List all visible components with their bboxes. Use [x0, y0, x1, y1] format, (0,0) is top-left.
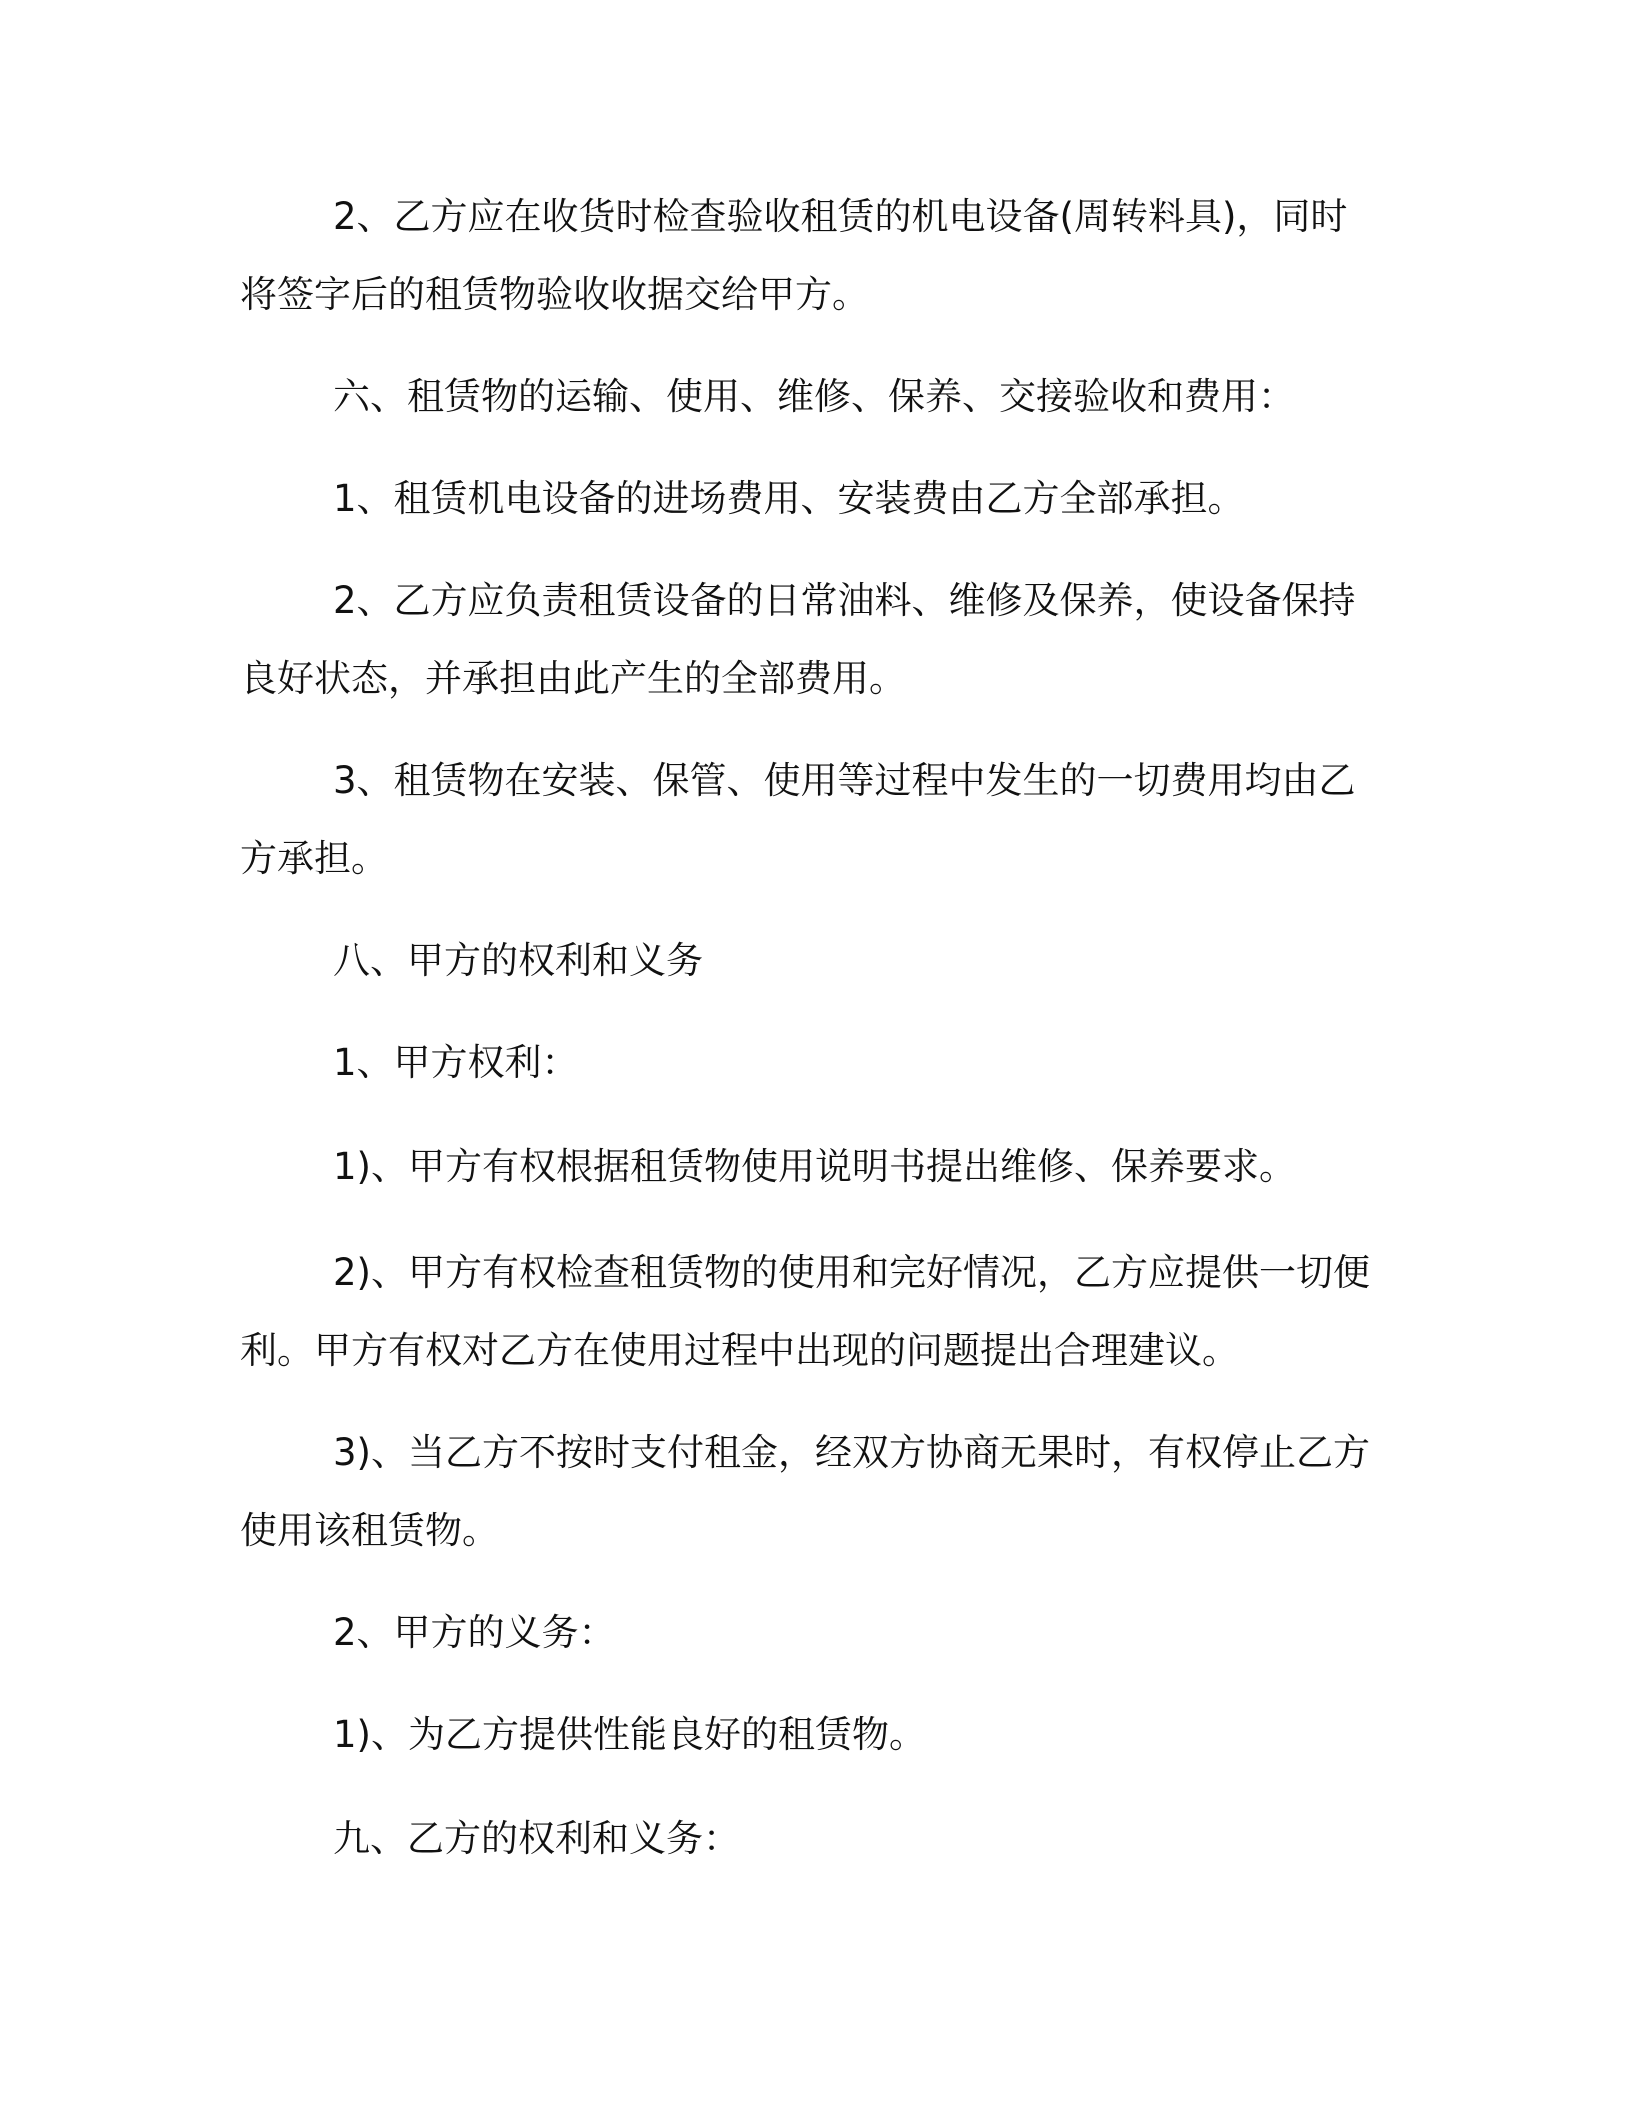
paragraph-right-2: 2)、甲方有权检查租赁物的使用和完好情况，乙方应提供一切便利。甲方有权对乙方在使用过程中出现的问题提出合理建议。 — [240, 1251, 1370, 1372]
section-heading-9: 九、乙方的权利和义务： — [333, 1817, 740, 1860]
paragraph-equipment-acceptance: 2、乙方应在收货时检查验收租赁的机电设备(周转料具)，同时将签字后的租赁物验收收据交给甲方。 — [240, 195, 1348, 316]
paragraph-costs: 3、租赁物在安装、保管、使用等过程中发生的一切费用均由乙方承担。 — [240, 759, 1356, 880]
paragraph-maintenance: 2、乙方应负责租赁设备的日常油料、维修及保养，使设备保持良好状态，并承担由此产生的全部费用。 — [240, 579, 1356, 700]
paragraph-entry-fees: 1、租赁机电设备的进场费用、安装费由乙方全部承担。 — [333, 477, 1245, 520]
section-heading-6: 六、租赁物的运输、使用、维修、保养、交接验收和费用： — [333, 375, 1295, 418]
subheading-party-a-rights: 1、甲方权利： — [333, 1041, 579, 1084]
subheading-party-a-duties: 2、甲方的义务： — [333, 1611, 616, 1654]
paragraph-right-1: 1)、甲方有权根据租赁物使用说明书提出维修、保养要求。 — [333, 1145, 1296, 1188]
paragraph-right-3: 3)、当乙方不按时支付租金，经双方协商无果时，有权停止乙方使用该租赁物。 — [240, 1431, 1370, 1552]
paragraph-duty-1: 1)、为乙方提供性能良好的租赁物。 — [333, 1713, 926, 1756]
section-heading-8: 八、甲方的权利和义务 — [333, 939, 703, 982]
